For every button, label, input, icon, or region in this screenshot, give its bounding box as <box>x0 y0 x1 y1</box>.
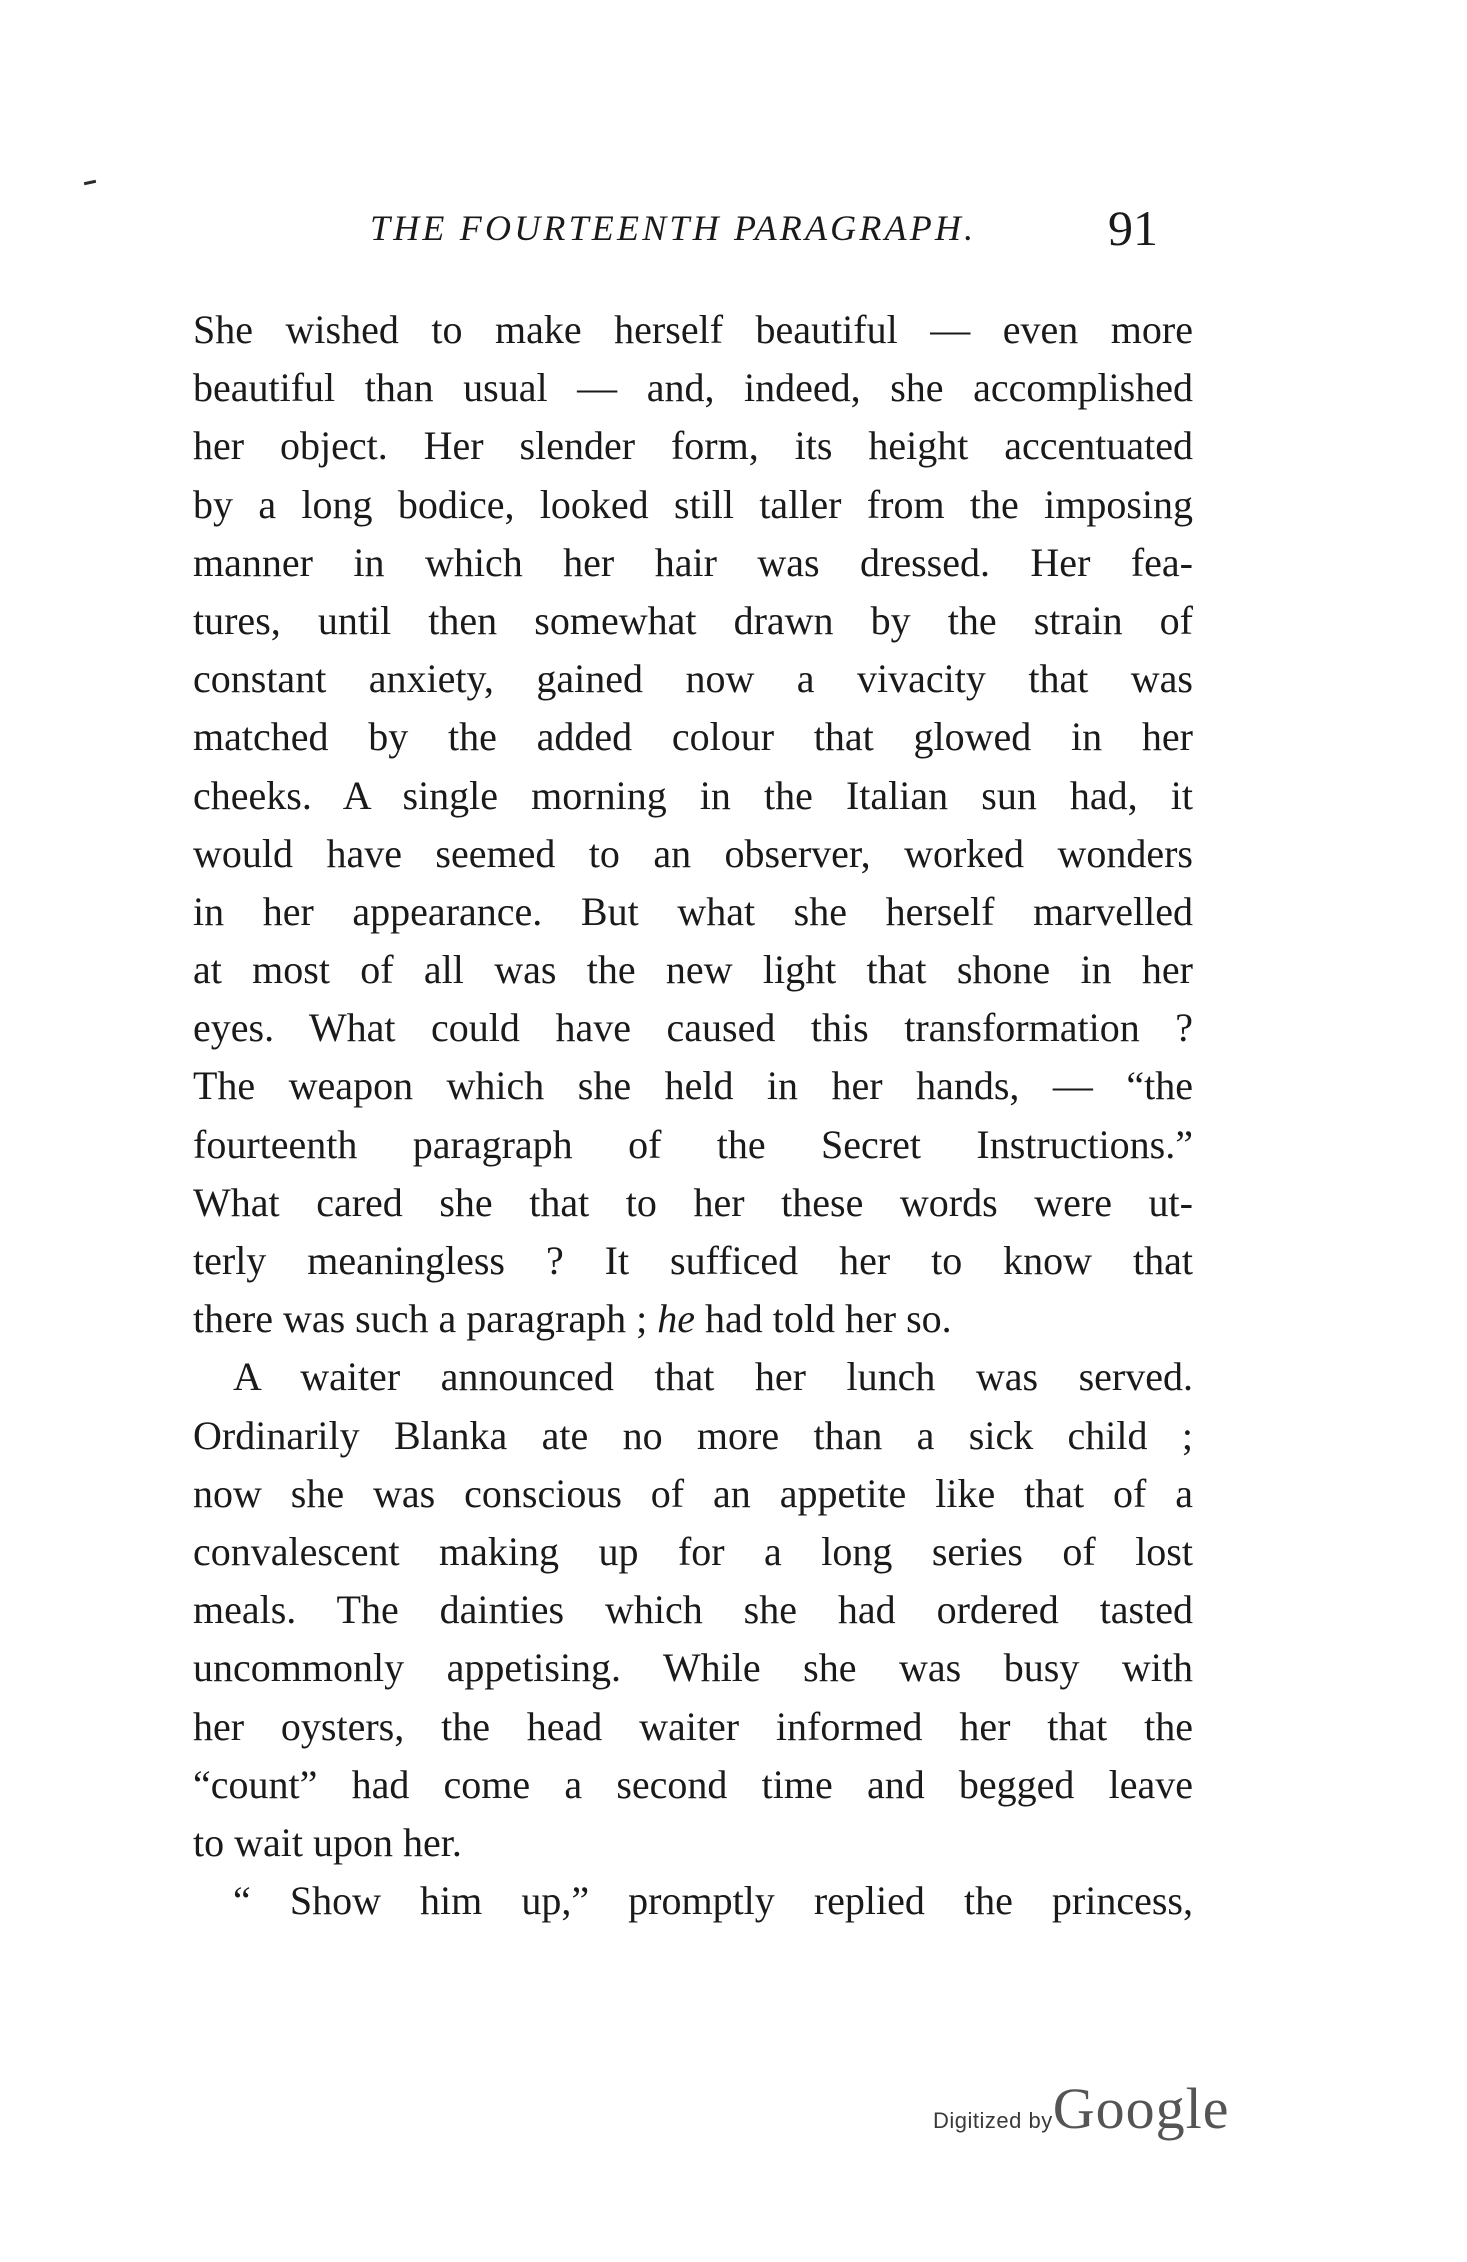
text-line: matched by the added colour that glowed in her <box>193 714 1193 760</box>
text-line: meals. The dainties which she had ordered tasted <box>193 1587 1193 1633</box>
text-line: terly meaningless ? It sufficed her to know that <box>193 1238 1193 1283</box>
text-line: constant anxiety, gained now a vivacity that was <box>193 656 1193 702</box>
text-fragment: there was such a paragraph ; <box>193 1296 658 1342</box>
text-line: now she was conscious of an appetite like that of a <box>193 1470 1193 1516</box>
text-line: cheeks. A single morning in the Italian sun had, it <box>193 772 1193 818</box>
text-line-paragraph-end <box>193 1290 1193 1348</box>
text-line: eyes. What could have caused this transformation ? <box>193 1005 1193 1051</box>
margin-mark <box>84 180 96 185</box>
body-text <box>193 301 1193 1930</box>
watermark-brand: Google <box>1052 2076 1230 2141</box>
text-line: beautiful than usual — and, indeed, she accomplished <box>193 365 1193 411</box>
text-line: Ordinarily Blanka ate no more than a sick child ; <box>193 1412 1193 1458</box>
text-line: manner in which her hair was dressed. Her fea- <box>193 539 1193 585</box>
running-title: THE FOURTEENTH PARAGRAPH. <box>370 208 977 248</box>
text-line-paragraph-start: A waiter announced that her lunch was served. <box>233 1354 1193 1400</box>
text-line: convalescent making up for a long series of lost <box>193 1528 1193 1574</box>
text-line-paragraph-end: to wait upon her. <box>193 1819 462 1865</box>
text-line: The weapon which she held in her hands, — “the <box>193 1063 1193 1109</box>
text-fragment: had told her so. <box>695 1296 952 1342</box>
text-line: uncommonly appetising. While she was busy with <box>193 1645 1193 1691</box>
text-line: “count” had come a second time and begged leave <box>193 1761 1193 1807</box>
text-line: at most of all was the new light that shone in her <box>193 947 1193 993</box>
text-line: fourteenth paragraph of the Secret Instructions.” <box>193 1121 1193 1167</box>
watermark-prefix: Digitized by <box>933 2108 1053 2133</box>
digitized-watermark <box>933 2075 1229 2142</box>
page-number: 91 <box>1108 200 1158 256</box>
text-line: in her appearance. But what she herself marvelled <box>193 888 1193 934</box>
text-line: tures, until then somewhat drawn by the strain of <box>193 597 1193 643</box>
text-line-paragraph-start: “ Show him up,” promptly replied the princess, <box>233 1878 1193 1924</box>
text-line: She wished to make herself beautiful — even more <box>193 307 1193 352</box>
text-line: would have seemed to an observer, worked wonders <box>193 830 1193 876</box>
text-line: her object. Her slender form, its height accentuated <box>193 423 1193 469</box>
running-header <box>193 200 1193 265</box>
text-line: her oysters, the head waiter informed her that the <box>193 1703 1193 1749</box>
text-line: by a long bodice, looked still taller from the imposing <box>193 481 1193 527</box>
text-line: What cared she that to her these words were ut- <box>193 1179 1193 1225</box>
emphasis-text: he <box>657 1296 696 1342</box>
